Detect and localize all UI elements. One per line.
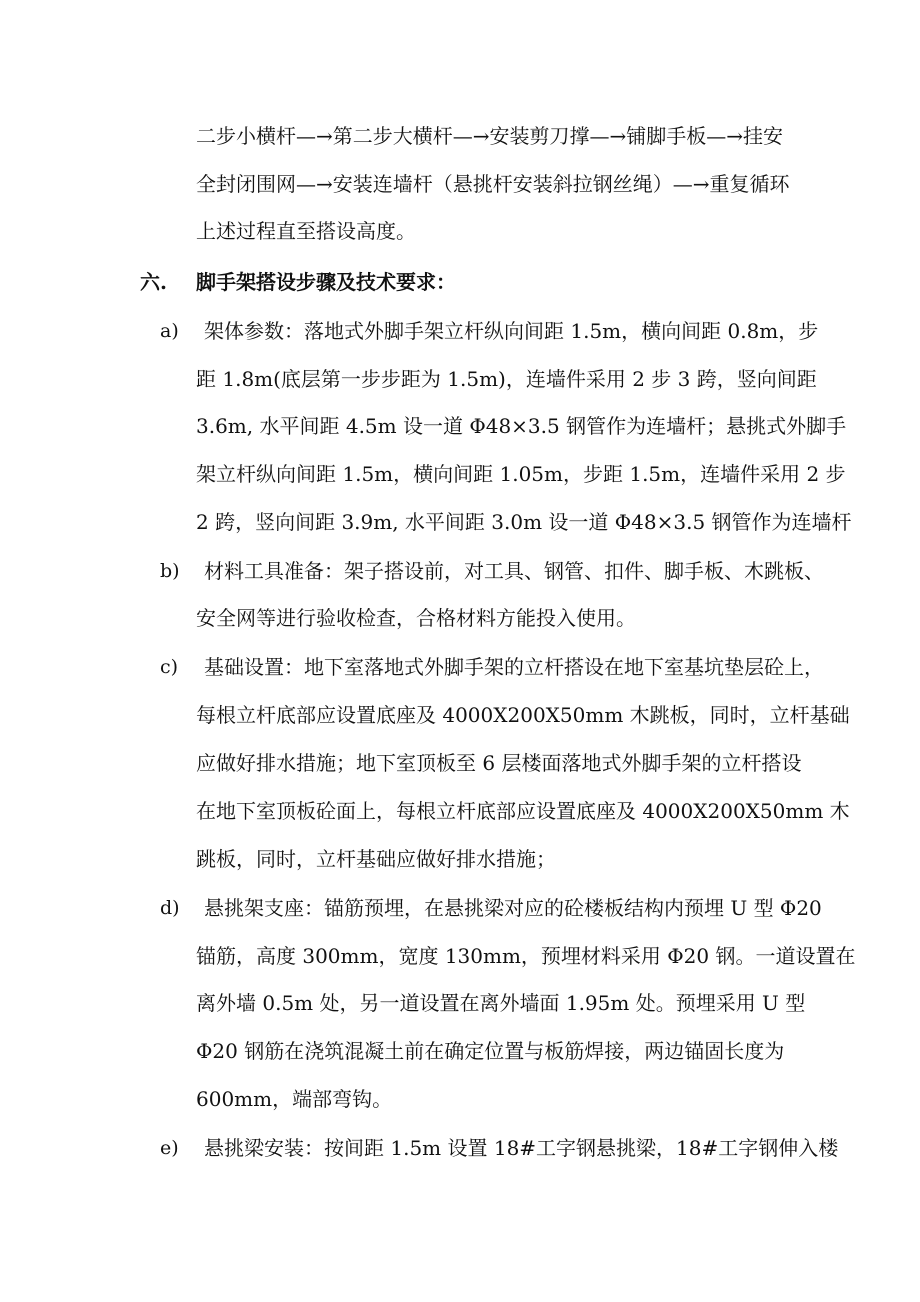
section-number: 六.	[140, 270, 167, 294]
item-b-line-2: 安全网等进行验收检查，合格材料方能投入使用。	[196, 606, 636, 630]
section-title: 脚手架搭设步骤及技术要求：	[196, 270, 456, 294]
intro-line-1: 二步小横杆—→第二步大横杆—→安装剪刀撑—→铺脚手板—→挂安	[196, 124, 784, 148]
item-d-line-1: 悬挑架支座：锚筋预埋，在悬挑梁对应的砼楼板结构内预埋 U 型 Φ20	[204, 896, 822, 920]
item-a-line-5: 2 跨，竖向间距 3.9m, 水平间距 3.0m 设一道 Φ48×3.5 钢管作为连墙杆	[196, 510, 852, 534]
intro-line-2: 全封闭围网—→安装连墙杆（悬挑杆安装斜拉钢丝绳）—→重复循环	[196, 172, 790, 196]
item-d-line-3: 离外墙 0.5m 处，另一道设置在离外墙面 1.95m 处。预埋采用 U 型	[196, 991, 806, 1015]
item-c-line-3: 应做好排水措施；地下室顶板至 6 层楼面落地式外脚手架的立杆搭设	[196, 751, 802, 775]
item-c-marker: c)	[160, 656, 179, 678]
item-b-line-1: 材料工具准备：架子搭设前，对工具、钢管、扣件、脚手板、木跳板、	[204, 559, 824, 583]
item-c-line-5: 跳板，同时，立杆基础应做好排水措施；	[196, 847, 556, 871]
item-c-line-4: 在地下室顶板砼面上，每根立杆底部应设置底座及 4000X200X50mm 木	[196, 799, 850, 823]
item-c-line-1: 基础设置：地下室落地式外脚手架的立杆搭设在地下室基坑垫层砼上，	[204, 655, 824, 679]
item-a-line-2: 距 1.8m(底层第一步步距为 1.5m)，连墙件采用 2 步 3 跨，竖向间距	[196, 367, 817, 391]
item-d-line-2: 锚筋，高度 300mm，宽度 130mm，预埋材料采用 Φ20 钢。一道设置在	[196, 944, 856, 968]
intro-line-3: 上述过程直至搭设高度。	[196, 219, 416, 243]
item-b-marker: b)	[160, 560, 180, 582]
item-a-line-1: 架体参数：落地式外脚手架立杆纵向间距 1.5m，横向间距 0.8m，步	[204, 319, 819, 343]
item-d-line-4: Φ20 钢筋在浇筑混凝土前在确定位置与板筋焊接，两边锚固长度为	[196, 1039, 785, 1063]
item-e-line-1: 悬挑梁安装：按间距 1.5m 设置 18#工字钢悬挑梁，18#工字钢伸入楼	[204, 1136, 839, 1160]
item-d-marker: d)	[160, 897, 180, 919]
item-e-marker: e)	[160, 1137, 179, 1159]
item-a-line-3: 3.6m, 水平间距 4.5m 设一道 Φ48×3.5 钢管作为连墙杆；悬挑式外脚手	[196, 414, 847, 438]
item-a-line-4: 架立杆纵向间距 1.5m，横向间距 1.05m，步距 1.5m，连墙件采用 2 步	[196, 462, 846, 486]
item-c-line-2: 每根立杆底部应设置底座及 4000X200X50mm 木跳板，同时，立杆基础	[196, 703, 850, 727]
item-a-marker: a)	[160, 320, 179, 342]
item-d-line-5: 600mm，端部弯钩。	[196, 1087, 393, 1111]
